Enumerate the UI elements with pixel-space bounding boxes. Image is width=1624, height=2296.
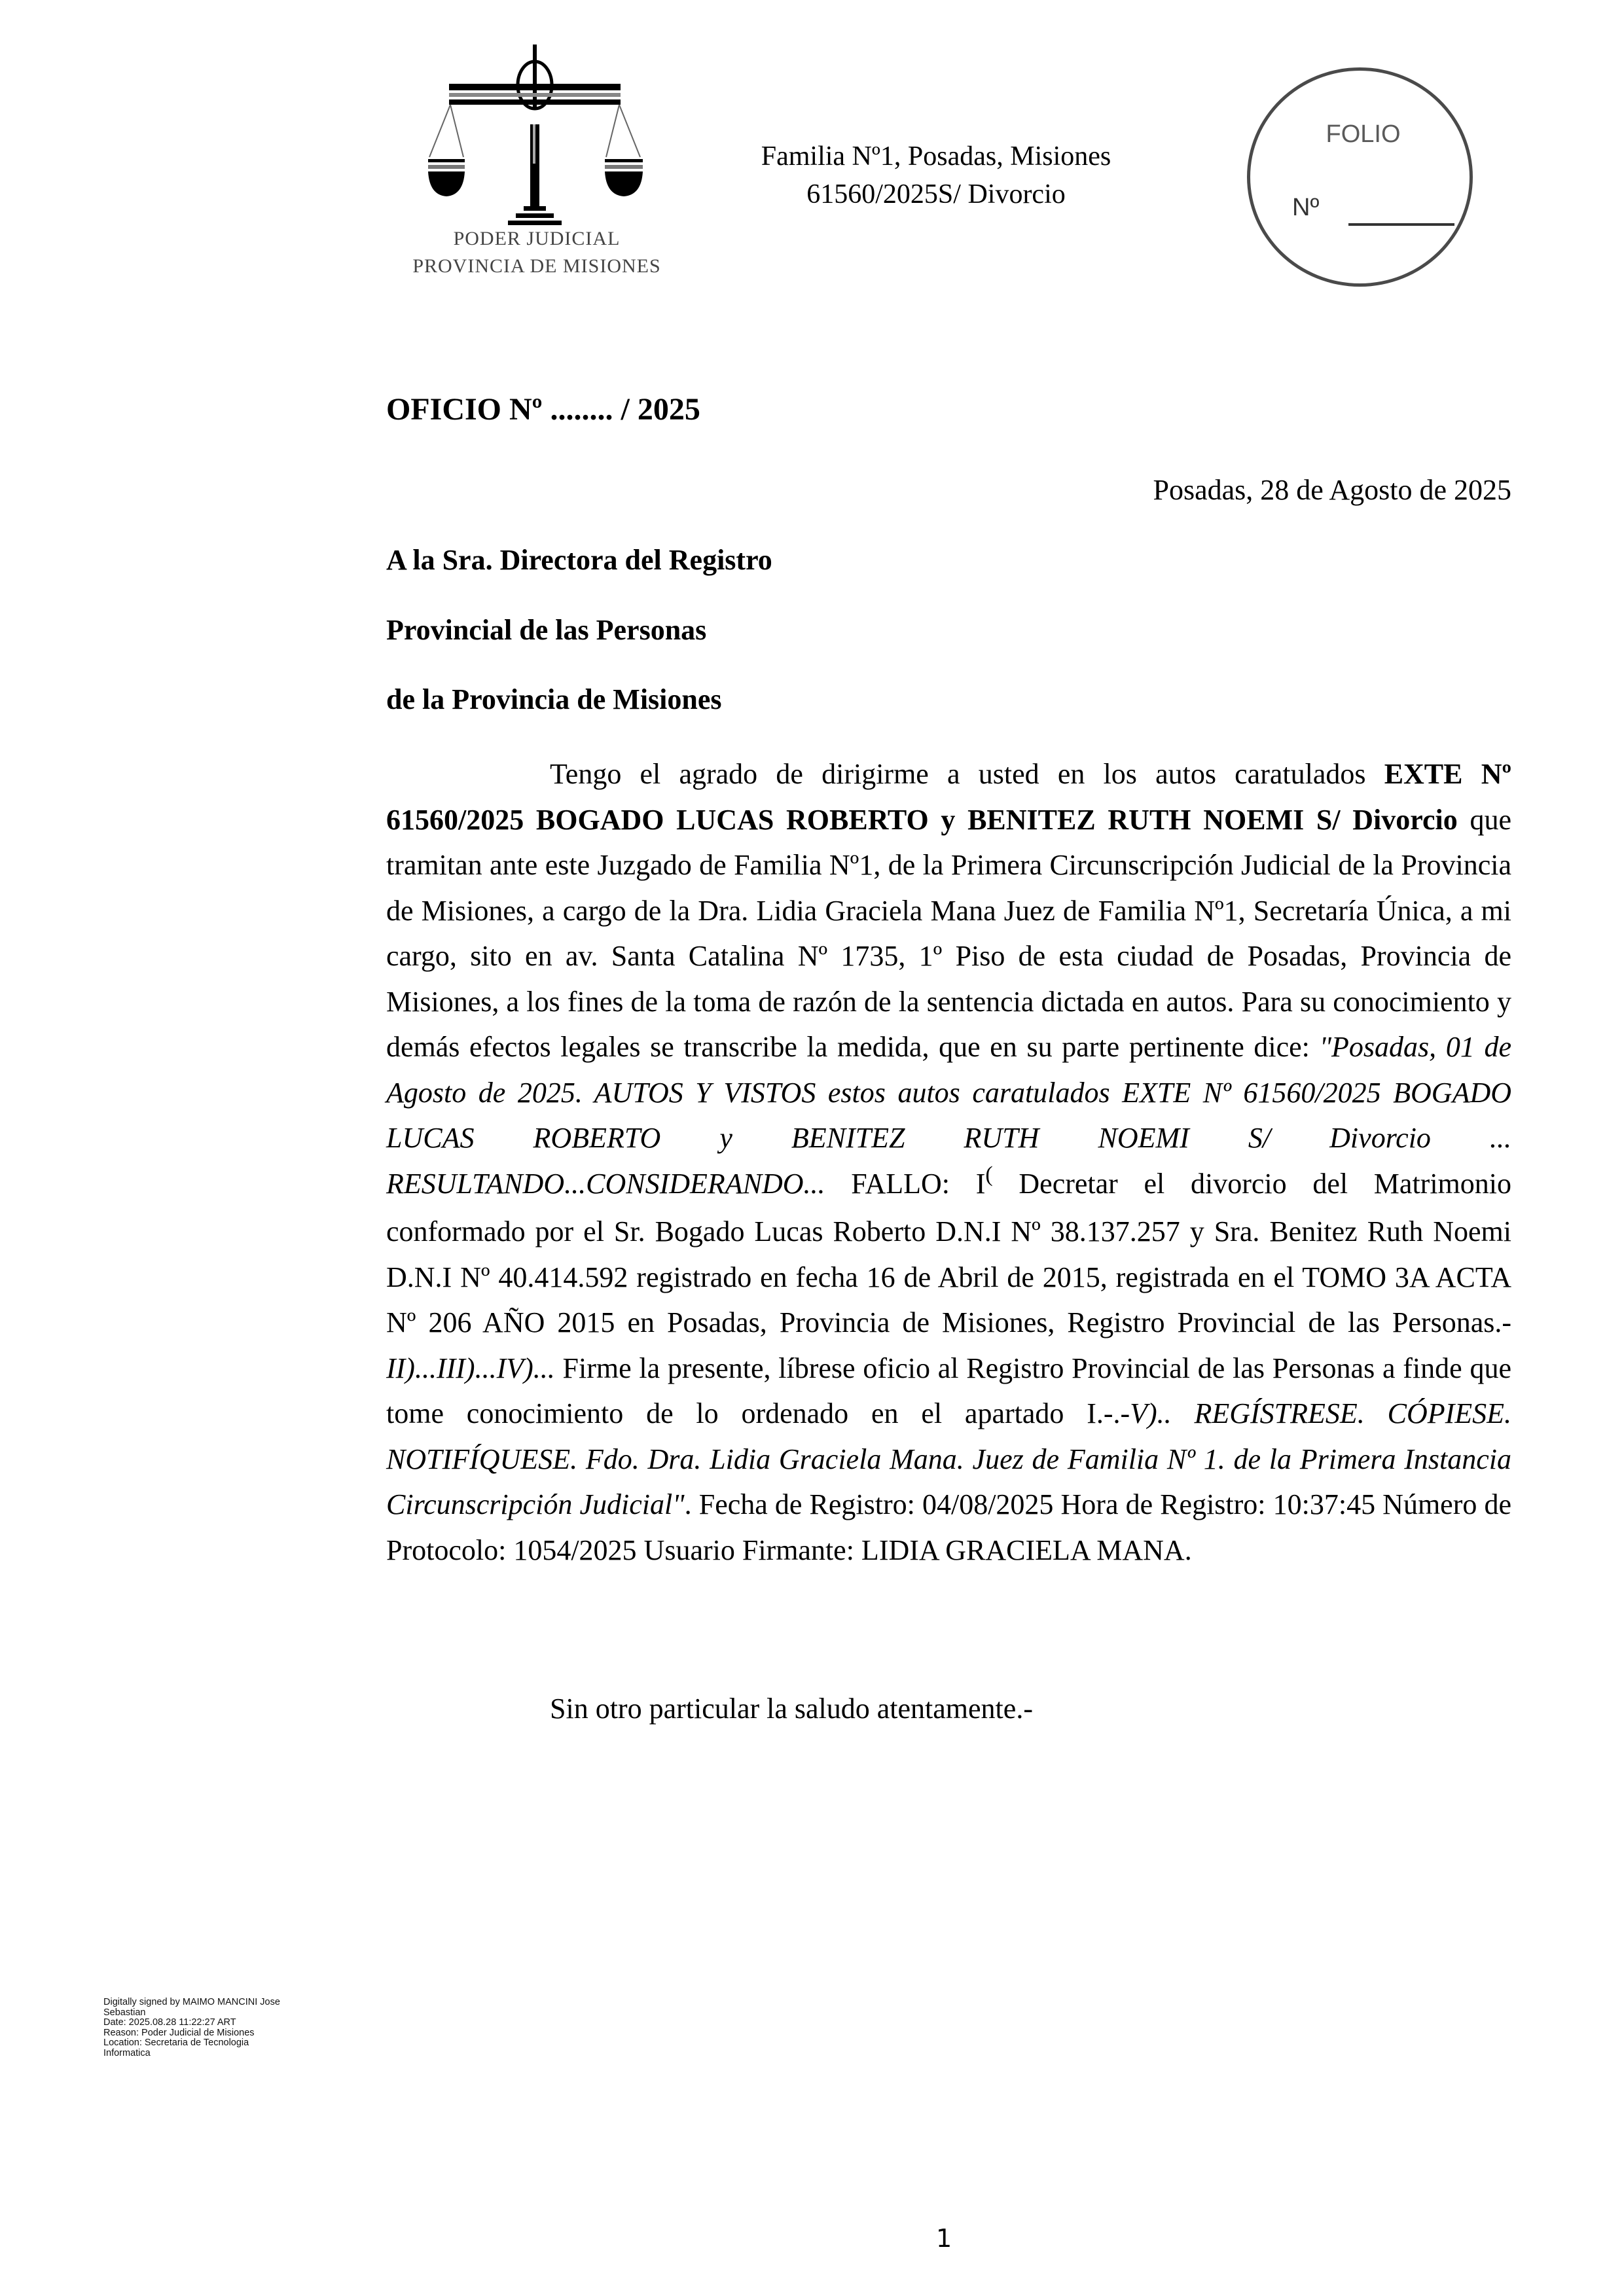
body-court-details: que tramitan ante este Juzgado de Familia Nº1, de la Primera Circunscripción Judicial de la Provincia de Misiones, a cargo de la Dra. Lidia Graciela Mana Juez de Familia Nº1, Secretaría Única, a mi cargo, sito en av. Santa Catalina Nº 1735, 1º Piso de esta ciudad de Posadas, Provincia de Misiones, a los fines de la toma de razón de la sentencia dictada en autos. Para su conocimiento y demás efectos legales se transcribe la medida, que en su parte pertinente dice: xyxy=(386,803,1511,1063)
firme-clause: Firme la presente, líbrese oficio al Registro Provincial de las Personas a finde que tome conocimiento de lo ordenado en el apartado I.-.- xyxy=(386,1352,1511,1429)
court-header xyxy=(707,137,1165,213)
date-line: Posadas, 28 de Agosto de 2025 xyxy=(1153,474,1511,506)
poder-judicial-logo xyxy=(406,39,668,288)
closing-line: Sin otro particular la saludo atentamente.- xyxy=(550,1693,1033,1725)
signature-line: Digitally signed by MAIMO MANCINI Jose xyxy=(103,1997,280,2007)
signature-line: Sebastian xyxy=(103,2007,146,2018)
digital-signature-block xyxy=(103,1998,319,2058)
fallo-paren: ( xyxy=(985,1162,993,1187)
body-intro: Tengo el agrado de dirigirme a usted en los autos caratulados xyxy=(550,758,1384,790)
fallo-decree: Decretar el divorcio del Matrimonio conformado por el Sr. Bogado Lucas Roberto D.N.I Nº 38.137.257 y Sra. Benitez Ruth Noemi D.N.I Nº 40.414.592 registrado en fecha 16 de Abril de 2015, registrada en el TOMO 3A ACTA Nº 206 AÑO 2015 en Posadas, Provincia de Misiones, Registro Provincial de las Personas.- xyxy=(386,1167,1511,1338)
court-line: Familia Nº1, Posadas, Misiones xyxy=(761,141,1111,171)
signature-line: Reason: Poder Judicial de Misiones xyxy=(103,2027,255,2038)
sentence-quote-part-2: II)...III)...IV)... xyxy=(386,1352,555,1384)
case-title-bold: EXTE Nº 61560/2025 BOGADO LUCAS ROBERTO y BENITEZ RUTH NOEMI S/ Divorcio xyxy=(386,758,1511,836)
scales-of-justice-icon xyxy=(406,39,668,226)
folio-stamp xyxy=(1247,67,1473,287)
page-number: 1 xyxy=(936,2224,952,2253)
registro-details: . Fecha de Registro: 04/08/2025 Hora de Registro: 10:37:45 Número de Protocolo: 1054/2025 Usuario Firmante: LIDIA GRACIELA MANA. xyxy=(386,1488,1511,1566)
addressee-line-1: A la Sra. Directora del Registro xyxy=(386,544,772,576)
folio-number-blank xyxy=(1348,223,1454,226)
signature-line: Location: Secretaria de Tecnologia xyxy=(103,2037,249,2048)
signature-line: Informatica xyxy=(103,2047,151,2058)
oficio-title: OFICIO Nº ........ / 2025 xyxy=(386,392,700,427)
case-line: 61560/2025S/ Divorcio xyxy=(806,179,1066,209)
fallo-label: FALLO: I xyxy=(825,1167,986,1200)
addressee-line-2: Provincial de las Personas xyxy=(386,614,707,646)
logo-text-poder-judicial: PODER JUDICIAL xyxy=(453,228,621,249)
folio-label: FOLIO xyxy=(1326,120,1401,148)
folio-number-label: Nº xyxy=(1292,194,1320,221)
body-paragraph xyxy=(386,751,1511,1573)
addressee-line-3: de la Provincia de Misiones xyxy=(386,683,722,715)
sentence-quote-part-3: V).. REGÍSTRESE. CÓPIESE. NOTIFÍQUESE. Fdo. Dra. Lidia Graciela Mana. Juez de Familia Nº 1. de la Primera Instancia Circunscripción Judicial" xyxy=(386,1397,1512,1520)
logo-text-provincia: PROVINCIA DE MISIONES xyxy=(412,255,661,277)
signature-line: Date: 2025.08.28 11:22:27 ART xyxy=(103,2017,236,2028)
sentence-quote-part-1: "Posadas, 01 de Agosto de 2025. AUTOS Y VISTOS estos autos caratulados EXTE Nº 61560/2025 BOGADO LUCAS ROBERTO y BENITEZ RUTH NOEMI S/ Divorcio ... RESULTANDO...CONSIDERANDO... xyxy=(386,1031,1511,1200)
